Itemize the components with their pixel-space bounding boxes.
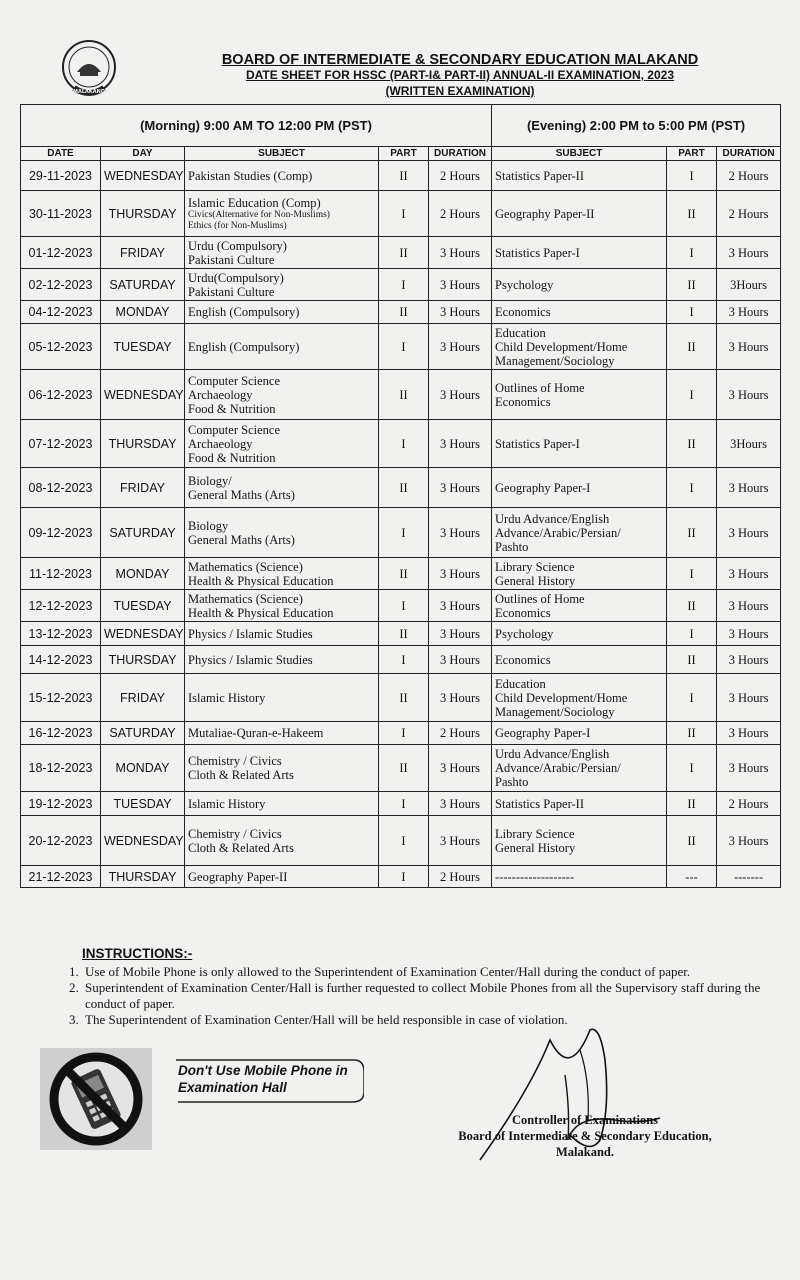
subject-line: Pakistan Studies (Comp) [188,168,313,183]
morning-duration-cell: 3 Hours [429,646,492,674]
morning-duration-cell: 2 Hours [429,161,492,191]
morning-part-cell: I [379,590,429,622]
evening-duration-cell: 3 Hours [717,370,781,420]
subject-line: Psychology [495,277,554,292]
evening-duration-cell: 3 Hours [717,674,781,722]
morning-session-header: (Morning) 9:00 AM TO 12:00 PM (PST) [21,105,492,147]
date-cell: 02-12-2023 [21,269,101,301]
morning-subject-cell [185,324,379,370]
table-row [21,816,781,866]
morning-duration-cell: 3 Hours [429,420,492,468]
table-row [21,866,781,888]
evening-part-cell: II [667,590,717,622]
date-cell: 19-12-2023 [21,792,101,816]
subject-line: Economics [495,305,551,319]
evening-subject-cell [492,191,667,237]
day-cell: THURSDAY [101,191,185,237]
subject-line: Psychology [495,626,554,641]
day-cell: SATURDAY [101,722,185,745]
subject-line: English (Compulsory) [188,339,300,354]
evening-duration-cell: 3 Hours [717,816,781,866]
subject-line: General Maths (Arts) [188,532,295,547]
subject-line: Library Science [495,826,575,841]
date-cell: 29-11-2023 [21,161,101,191]
subject-line: General Maths (Arts) [188,487,295,502]
evening-duration-cell: 3 Hours [717,508,781,558]
day-cell: WEDNESDAY [101,370,185,420]
table-row [21,468,781,508]
subject-line: Physics / Islamic Studies [188,626,313,641]
evening-duration-cell: 3 Hours [717,468,781,508]
evening-subject-cell [492,866,667,888]
day-cell: FRIDAY [101,468,185,508]
table-row [21,674,781,722]
table-row [21,722,781,745]
evening-part-cell: II [667,816,717,866]
evening-subject-cell [492,508,667,558]
subject-line: Geography Paper-I [495,726,591,740]
evening-part-cell: I [667,622,717,646]
subject-line: Urdu Advance/English [495,511,610,526]
instructions [60,946,780,1028]
evening-duration-cell: 3 Hours [717,722,781,745]
date-sheet-table [20,104,781,888]
subject-line: Mutaliae-Quran-e-Hakeem [188,726,324,740]
morning-part-cell: I [379,508,429,558]
morning-subject-cell [185,269,379,301]
morning-duration-cell: 3 Hours [429,558,492,590]
morning-subject-cell [185,161,379,191]
subject-line: Physics / Islamic Studies [188,652,313,667]
morning-duration-cell: 3 Hours [429,590,492,622]
day-cell: THURSDAY [101,866,185,888]
evening-duration-cell: 2 Hours [717,161,781,191]
subject-line: Geography Paper-II [495,206,595,221]
morning-subject-cell [185,866,379,888]
evening-duration-cell: 3Hours [717,269,781,301]
evening-subject-cell [492,745,667,792]
subject-line: Urdu (Compulsory) [188,238,287,253]
morning-duration-cell: 3 Hours [429,745,492,792]
evening-subject-cell [492,301,667,324]
date-cell: 05-12-2023 [21,324,101,370]
table-row [21,558,781,590]
day-cell: TUESDAY [101,324,185,370]
date-cell: 01-12-2023 [21,237,101,269]
evening-subject-cell [492,590,667,622]
morning-part-cell: II [379,301,429,324]
col-date: DATE [21,147,101,161]
evening-duration-cell: 3 Hours [717,558,781,590]
evening-part-cell: II [667,324,717,370]
subject-line: Biology [188,518,229,533]
morning-duration-cell: 3 Hours [429,508,492,558]
morning-part-cell: II [379,370,429,420]
morning-subject-cell [185,468,379,508]
morning-subject-cell [185,370,379,420]
evening-subject-cell [492,420,667,468]
subject-line: Geography Paper-I [495,480,591,495]
date-cell: 07-12-2023 [21,420,101,468]
table-row [21,237,781,269]
subject-line: Outlines of Home [495,380,585,395]
morning-part-cell: II [379,558,429,590]
evening-duration-cell: 2 Hours [717,792,781,816]
subject-line: Child Development/Home [495,339,628,354]
table-row [21,269,781,301]
evening-duration-cell: 3 Hours [717,622,781,646]
morning-subject-cell [185,792,379,816]
col-evening-subject: SUBJECT [492,147,667,161]
evening-subject-cell [492,622,667,646]
morning-duration-cell: 3 Hours [429,370,492,420]
subject-line: Management/Sociology [495,704,615,719]
morning-subject-cell [185,508,379,558]
morning-part-cell: II [379,237,429,269]
date-cell: 09-12-2023 [21,508,101,558]
day-cell: MONDAY [101,301,185,324]
morning-part-cell: I [379,722,429,745]
morning-part-cell: I [379,191,429,237]
morning-part-cell: I [379,866,429,888]
subject-line: Computer Science [188,422,280,437]
evening-subject-cell [492,674,667,722]
evening-duration-cell: 3 Hours [717,301,781,324]
evening-part-cell: I [667,370,717,420]
table-row [21,191,781,237]
subject-line: Mathematics (Science) [188,559,303,574]
morning-subject-cell [185,622,379,646]
morning-subject-cell [185,674,379,722]
subject-line: Civics(Alternative for Non-Muslims) [188,209,330,220]
table-row [21,646,781,674]
col-morning-duration: DURATION [429,147,492,161]
subject-line: Islamic Education (Comp) [188,195,321,210]
morning-duration-cell: 3 Hours [429,622,492,646]
morning-duration-cell: 2 Hours [429,866,492,888]
evening-part-cell: II [667,420,717,468]
subject-line: Pakistani Culture [188,284,275,299]
subject-line: Islamic History [188,796,266,811]
table-row [21,745,781,792]
morning-part-cell: I [379,324,429,370]
date-cell: 12-12-2023 [21,590,101,622]
evening-subject-cell [492,468,667,508]
morning-subject-cell [185,646,379,674]
date-cell: 20-12-2023 [21,816,101,866]
morning-part-cell: II [379,622,429,646]
subject-line: Urdu Advance/English [495,747,610,761]
subject-line: Health & Physical Education [188,573,334,588]
morning-subject-cell [185,301,379,324]
evening-part-cell: I [667,745,717,792]
evening-subject-cell [492,816,667,866]
morning-duration-cell: 3 Hours [429,816,492,866]
morning-duration-cell: 3 Hours [429,792,492,816]
subject-line: Archaeology [188,387,253,402]
evening-part-cell: I [667,301,717,324]
day-cell: TUESDAY [101,792,185,816]
subject-line: Economics [495,394,551,409]
day-cell: MONDAY [101,558,185,590]
subject-line: Biology/ [188,473,232,488]
instruction-item: 1. Use of Mobile Phone is only allowed to the Superintendent of Examination Center/Hall during the conduct of paper. [82,964,780,980]
subject-line: Education [495,325,546,340]
subject-line: Pashto [495,539,529,554]
day-cell: WEDNESDAY [101,161,185,191]
day-cell: WEDNESDAY [101,622,185,646]
evening-subject-cell [492,324,667,370]
table-row [21,622,781,646]
controller-block [440,1112,730,1160]
subject-line: Education [495,676,546,691]
day-cell: SATURDAY [101,269,185,301]
col-day: DAY [101,147,185,161]
evening-subject-cell [492,269,667,301]
subject-line: Economics [495,652,551,667]
evening-duration-cell: 3 Hours [717,324,781,370]
col-morning-subject: SUBJECT [185,147,379,161]
evening-duration-cell: 3 Hours [717,590,781,622]
evening-subject-cell [492,792,667,816]
evening-part-cell: I [667,161,717,191]
instruction-item: 3. The Superintendent of Examination Center/Hall will be held responsible in case of violation. [82,1012,780,1028]
subject-line: Pakistani Culture [188,252,275,267]
subject-line: Cloth & Related Arts [188,768,294,782]
date-cell: 30-11-2023 [21,191,101,237]
instruction-item: 2. Superintendent of Examination Center/Hall is further requested to collect Mobile Phones from all the Supervisory staff during the conduct of paper. [82,980,780,1012]
instructions-title: INSTRUCTIONS:- [82,946,193,961]
evening-subject-cell [492,558,667,590]
evening-part-cell: I [667,674,717,722]
subject-line: Mathematics (Science) [188,591,303,606]
col-evening-duration: DURATION [717,147,781,161]
morning-duration-cell: 3 Hours [429,674,492,722]
morning-subject-cell [185,816,379,866]
subject-line: Chemistry / Civics [188,754,282,768]
evening-part-cell: --- [667,866,717,888]
subject-line: Pashto [495,775,529,789]
svg-text:MALAKAND: MALAKAND [73,89,105,95]
morning-part-cell: II [379,161,429,191]
board-location: Malakand. [555,1145,614,1159]
day-cell: FRIDAY [101,674,185,722]
subject-line: Advance/Arabic/Persian/ [495,525,621,540]
date-cell: 14-12-2023 [21,646,101,674]
subject-line: Management/Sociology [495,353,615,368]
morning-part-cell: I [379,816,429,866]
evening-duration-cell: 3 Hours [717,745,781,792]
no-phone-warning [168,1058,364,1104]
subject-line: General History [495,573,576,588]
evening-part-cell: II [667,191,717,237]
day-cell: SATURDAY [101,508,185,558]
subject-line: Geography Paper-II [188,869,288,884]
morning-duration-cell: 3 Hours [429,301,492,324]
day-cell: TUESDAY [101,590,185,622]
evening-session-header: (Evening) 2:00 PM to 5:00 PM (PST) [492,105,781,147]
day-cell: FRIDAY [101,237,185,269]
subject-line: General History [495,840,576,855]
date-cell: 08-12-2023 [21,468,101,508]
morning-subject-cell [185,590,379,622]
subject-line: Child Development/Home [495,690,628,705]
subject-line: ------------------- [495,869,575,884]
subject-line: Computer Science [188,373,280,388]
morning-duration-cell: 3 Hours [429,237,492,269]
subject-line: Statistics Paper-I [495,436,580,451]
table-row [21,161,781,191]
date-cell: 13-12-2023 [21,622,101,646]
evening-part-cell: II [667,722,717,745]
subject-line: Archaeology [188,436,253,451]
evening-part-cell: II [667,269,717,301]
morning-part-cell: I [379,420,429,468]
subject-line: Ethics (for Non-Muslims) [188,220,287,231]
subject-line: Food & Nutrition [188,401,276,416]
morning-duration-cell: 3 Hours [429,324,492,370]
morning-subject-cell [185,191,379,237]
col-evening-part: PART [667,147,717,161]
morning-duration-cell: 3 Hours [429,468,492,508]
subject-line: Library Science [495,559,575,574]
subject-line: English (Compulsory) [188,305,300,319]
subject-line: Statistics Paper-I [495,245,580,260]
table-row [21,508,781,558]
subject-line: Health & Physical Education [188,605,334,620]
subject-line: Cloth & Related Arts [188,840,294,855]
evening-duration-cell: 3Hours [717,420,781,468]
no-mobile-phone-icon [40,1048,152,1150]
subject-line: Economics [495,605,551,620]
table-row [21,301,781,324]
subject-line: Outlines of Home [495,591,585,606]
evening-duration-cell: ------- [717,866,781,888]
evening-subject-cell [492,161,667,191]
subject-line: Chemistry / Civics [188,826,282,841]
controller-title: Controller of Examinations [511,1113,659,1127]
warning-line-1: Don't Use Mobile Phone in [178,1063,348,1078]
day-cell: THURSDAY [101,420,185,468]
board-seal-logo [58,38,120,100]
morning-part-cell: I [379,646,429,674]
morning-part-cell: I [379,792,429,816]
col-morning-part: PART [379,147,429,161]
day-cell: WEDNESDAY [101,816,185,866]
evening-subject-cell [492,722,667,745]
date-cell: 11-12-2023 [21,558,101,590]
exam-type-title: (WRITTEN EXAMINATION) [385,84,535,98]
day-cell: THURSDAY [101,646,185,674]
date-cell: 16-12-2023 [21,722,101,745]
board-title: BOARD OF INTERMEDIATE & SECONDARY EDUCATION MALAKAND [221,52,699,68]
date-cell: 15-12-2023 [21,674,101,722]
board-name: Board of Intermediate & Secondary Education, [458,1129,712,1143]
evening-part-cell: I [667,468,717,508]
subject-line: Advance/Arabic/Persian/ [495,761,621,775]
date-cell: 04-12-2023 [21,301,101,324]
morning-subject-cell [185,237,379,269]
morning-part-cell: II [379,674,429,722]
subject-line: Urdu(Compulsory) [188,270,284,285]
evening-part-cell: II [667,508,717,558]
subject-line: Statistics Paper-II [495,168,584,183]
table-row [21,590,781,622]
table-row [21,420,781,468]
evening-part-cell: I [667,558,717,590]
evening-part-cell: II [667,646,717,674]
evening-subject-cell [492,646,667,674]
morning-subject-cell [185,420,379,468]
subject-line: Statistics Paper-II [495,796,584,811]
evening-duration-cell: 3 Hours [717,646,781,674]
table-row [21,792,781,816]
morning-subject-cell [185,558,379,590]
evening-subject-cell [492,370,667,420]
morning-duration-cell: 2 Hours [429,191,492,237]
evening-part-cell: II [667,792,717,816]
morning-duration-cell: 3 Hours [429,269,492,301]
day-cell: MONDAY [101,745,185,792]
evening-part-cell: I [667,237,717,269]
evening-subject-cell [492,237,667,269]
date-sheet-title: DATE SHEET FOR HSSC (PART-I& PART-II) ANNUAL-II EXAMINATION, 2023 [245,68,675,82]
date-cell: 06-12-2023 [21,370,101,420]
date-cell: 18-12-2023 [21,745,101,792]
date-cell: 21-12-2023 [21,866,101,888]
morning-part-cell: II [379,468,429,508]
warning-line-2: Examination Hall [178,1080,287,1095]
evening-duration-cell: 2 Hours [717,191,781,237]
table-row [21,324,781,370]
morning-part-cell: I [379,269,429,301]
evening-duration-cell: 3 Hours [717,237,781,269]
morning-subject-cell [185,722,379,745]
subject-line: Food & Nutrition [188,450,276,465]
table-row [21,370,781,420]
morning-subject-cell [185,745,379,792]
morning-duration-cell: 2 Hours [429,722,492,745]
subject-line: Islamic History [188,690,266,705]
morning-part-cell: II [379,745,429,792]
